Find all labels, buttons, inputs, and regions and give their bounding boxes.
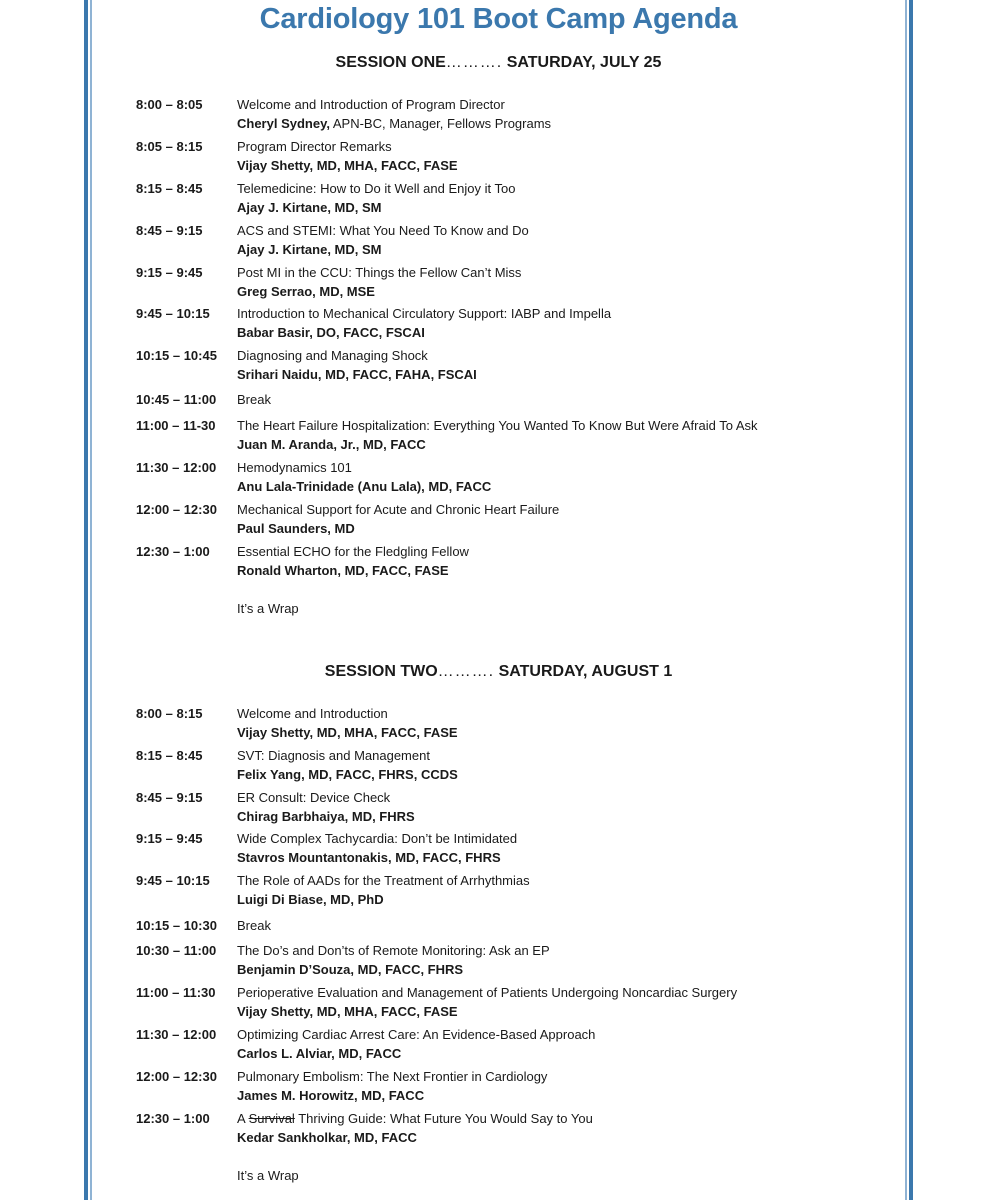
agenda-time: 10:30 – 11:00	[136, 943, 217, 958]
agenda-time: 8:15 – 8:45	[136, 748, 203, 763]
agenda-speaker: Benjamin D’Souza, MD, FACC, FHRS	[237, 962, 464, 977]
agenda-time: 8:00 – 8:05	[136, 97, 203, 112]
agenda-speaker: Ajay J. Kirtane, MD, SM	[237, 242, 382, 257]
agenda-title: Essential ECHO for the Fledgling Fellow	[237, 544, 469, 559]
session-one-header	[0, 54, 997, 72]
agenda-speaker: Greg Serrao, MD, MSE	[237, 284, 375, 299]
session-two-wrap: It’s a Wrap	[237, 1168, 299, 1183]
agenda-time: 9:15 – 9:45	[136, 265, 203, 280]
agenda-title: Hemodynamics 101	[237, 460, 352, 475]
agenda-speaker: Stavros Mountantonakis, MD, FACC, FHRS	[237, 850, 501, 865]
session-two-date: SATURDAY, AUGUST 1	[498, 663, 673, 680]
session-one-dots: ……….	[445, 54, 503, 71]
agenda-title: Break	[237, 392, 271, 407]
left-border-inner	[90, 0, 92, 1200]
agenda-title: ACS and STEMI: What You Need To Know and Do	[237, 223, 529, 238]
agenda-title	[237, 1109, 593, 1128]
agenda-time: 8:15 – 8:45	[136, 181, 203, 196]
agenda-speaker: Cheryl Sydney,	[237, 116, 330, 131]
session-two-name: SESSION TWO	[324, 663, 438, 680]
agenda-title-struck-word: Survival	[248, 1111, 295, 1126]
agenda-time: 8:00 – 8:15	[136, 706, 203, 721]
agenda-time: 10:45 – 11:00	[136, 392, 217, 407]
agenda-speaker: Felix Yang, MD, FACC, FHRS, CCDS	[237, 767, 458, 782]
agenda-speaker: Srihari Naidu, MD, FACC, FAHA, FSCAI	[237, 367, 477, 382]
agenda-title: Perioperative Evaluation and Management of Patients Undergoing Noncardiac Surgery	[237, 985, 738, 1000]
agenda-time: 9:45 – 10:15	[136, 873, 210, 888]
agenda-time: 10:15 – 10:45	[136, 348, 217, 363]
agenda-title: Program Director Remarks	[237, 139, 392, 154]
agenda-title: The Role of AADs for the Treatment of Arrhythmias	[237, 873, 530, 888]
agenda-speaker: Paul Saunders, MD	[237, 521, 355, 536]
agenda-title: Introduction to Mechanical Circulatory Support: IABP and Impella	[237, 306, 612, 321]
agenda-title: Telemedicine: How to Do it Well and Enjoy it Too	[237, 181, 516, 196]
agenda-title: Mechanical Support for Acute and Chronic Heart Failure	[237, 502, 560, 517]
agenda-title: The Do’s and Don’ts of Remote Monitoring: Ask an EP	[237, 943, 550, 958]
agenda-time: 12:30 – 1:00	[136, 544, 210, 559]
agenda-time: 11:30 – 12:00	[136, 460, 217, 475]
agenda-title: Pulmonary Embolism: The Next Frontier in Cardiology	[237, 1069, 548, 1084]
agenda-title-prefix: A	[237, 1111, 249, 1126]
session-two-dots: ……….	[437, 663, 495, 680]
agenda-speaker: Carlos L. Alviar, MD, FACC	[237, 1046, 402, 1061]
right-border-outer	[909, 0, 913, 1200]
agenda-speaker: Anu Lala-Trinidade (Anu Lala), MD, FACC	[237, 479, 492, 494]
session-one-name: SESSION ONE	[335, 54, 446, 71]
agenda-speaker: Kedar Sankholkar, MD, FACC	[237, 1130, 417, 1145]
agenda-title: The Heart Failure Hospitalization: Everything You Wanted To Know But Were Afraid To Ask	[237, 418, 758, 433]
agenda-title-suffix: Thriving Guide: What Future You Would Say to You	[294, 1111, 593, 1126]
agenda-speaker: Vijay Shetty, MD, MHA, FACC, FASE	[237, 1004, 458, 1019]
agenda-title: SVT: Diagnosis and Management	[237, 748, 430, 763]
session-two-header	[0, 663, 997, 681]
agenda-title: Welcome and Introduction of Program Director	[237, 97, 505, 112]
agenda-title: Welcome and Introduction	[237, 706, 388, 721]
left-border-outer	[84, 0, 88, 1200]
agenda-time: 8:45 – 9:15	[136, 223, 203, 238]
session-one-date: SATURDAY, JULY 25	[506, 54, 662, 71]
agenda-speaker: Luigi Di Biase, MD, PhD	[237, 892, 384, 907]
agenda-title: ER Consult: Device Check	[237, 790, 391, 805]
agenda-speaker-row	[237, 114, 551, 133]
agenda-speaker: Ronald Wharton, MD, FACC, FASE	[237, 563, 449, 578]
agenda-title: Diagnosing and Managing Shock	[237, 348, 428, 363]
agenda-speaker: Ajay J. Kirtane, MD, SM	[237, 200, 382, 215]
page-title: Cardiology 101 Boot Camp Agenda	[259, 3, 738, 35]
agenda-speaker: Juan M. Aranda, Jr., MD, FACC	[237, 437, 426, 452]
agenda-time: 12:30 – 1:00	[136, 1111, 210, 1126]
agenda-speaker: Babar Basir, DO, FACC, FSCAI	[237, 325, 425, 340]
agenda-title: Post MI in the CCU: Things the Fellow Can’t Miss	[237, 265, 522, 280]
agenda-time: 12:00 – 12:30	[136, 502, 217, 517]
agenda-title: Wide Complex Tachycardia: Don’t be Intimidated	[237, 831, 518, 846]
agenda-time: 12:00 – 12:30	[136, 1069, 217, 1084]
agenda-time: 8:05 – 8:15	[136, 139, 203, 154]
agenda-time: 9:15 – 9:45	[136, 831, 203, 846]
agenda-speaker: James M. Horowitz, MD, FACC	[237, 1088, 425, 1103]
agenda-speaker: Vijay Shetty, MD, MHA, FACC, FASE	[237, 158, 458, 173]
agenda-time: 11:30 – 12:00	[136, 1027, 217, 1042]
session-one-wrap: It’s a Wrap	[237, 601, 299, 616]
agenda-title: Break	[237, 918, 271, 933]
agenda-time: 11:00 – 11-30	[136, 418, 216, 433]
agenda-title: Optimizing Cardiac Arrest Care: An Evidence-Based Approach	[237, 1027, 596, 1042]
agenda-speaker: Vijay Shetty, MD, MHA, FACC, FASE	[237, 725, 458, 740]
agenda-speaker: Chirag Barbhaiya, MD, FHRS	[237, 809, 415, 824]
agenda-time: 10:15 – 10:30	[136, 918, 217, 933]
agenda-time: 11:00 – 11:30	[136, 985, 216, 1000]
agenda-speaker-credentials: APN-BC, Manager, Fellows Programs	[329, 116, 552, 131]
agenda-time: 8:45 – 9:15	[136, 790, 203, 805]
agenda-time: 9:45 – 10:15	[136, 306, 210, 321]
right-border-inner	[905, 0, 907, 1200]
